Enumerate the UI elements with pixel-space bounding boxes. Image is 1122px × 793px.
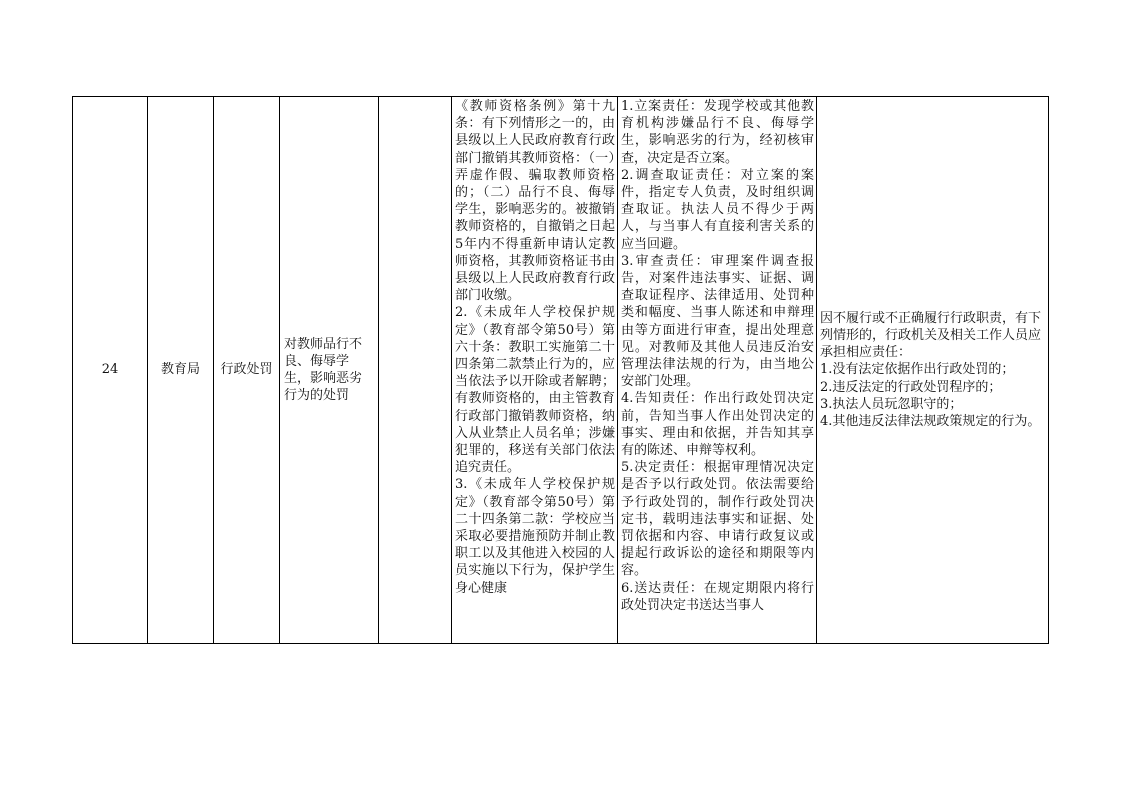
department-cell [148,97,214,643]
responsibility-text: 1.立案责任：发现学校或其他教育机构涉嫌品行不良、侮辱学生，影响恶劣的行为，经初核审查，决定是否立案。 2.调查取证责任：对立案的案件，指定专人负责，及时组织调查取证。执法人员不得少于两人，与当事人有直接利害关系的应当回避。 3.审查责任：审理案件调查报告，对案件违法事实、证据、调查取证程序、法律适用、处罚种类和幅度、当事人陈述和申辩理由等方面进行审查，提出处理意见。对教师及其他人员违反治安管理法律法规的行为，由当地公安部门处理。 4.告知责任：作出行政处罚决定前，告知当事人作出处罚决定的事实、理由和依据，并告知其享有的陈述、申辩等权利。 5.决定责任：根据审理情况决定是否予以行政处罚。依法需要给予行政处罚的，制作行政处罚决定书，载明违法事实和证据、处罚依据和内容、申请行政复议或提起行政诉讼的途径和期限等内容。 6.送达责任：在规定期限内将行政处罚决定书送达当事人 [621,99,814,613]
category-cell [214,97,280,643]
legal-basis-text: 《教师资格条例》第十九条：有下列情形之一的，由县级以上人民政府教育行政部门撤销其教师资格：（一）弄虚作假、骗取教师资格的；（二）品行不良、侮辱学生，影响恶劣的。被撤销教师资格的，自撤销之日起5年内不得重新申请认定教师资格，其教师资格证书由县级以上人民政府教育行政部门收缴。 2.《未成年人学校保护规定》（教育部令第50号）第六十条：教职工实施第二十四条第二款禁止行为的，应当依法予以开除或者解聘；有教师资格的，由主管教育行政部门撤销教师资格，纳入从业禁止人员名单；涉嫌犯罪的，移送有关部门依法追究责任。 3.《未成年人学校保护规定》（教育部令第50号）第二十四条第二款：学校应当采取必要措施预防并制止教职工以及其他进入校园的人员实施以下行为，保护学生身心健康 [455,99,615,596]
accountability-cell [817,97,1050,643]
legal-basis-cell [452,97,618,643]
number-cell [73,97,148,643]
power-item-name: 对教师品行不良、侮辱学生，影响恶劣行为的处罚 [284,336,363,404]
sub-item-cell [379,97,452,643]
department-name: 教育局 [160,362,200,378]
item-name-cell [280,97,379,643]
powers-table [72,96,1049,644]
row-number: 24 [101,362,119,378]
accountability-text: 因不履行或不正确履行行政职责，有下列情形的，行政机关及相关工作人员应承担相应责任： 1.没有法定依据作出行政处罚的； 2.违反法定的行政处罚程序的； 3.执法人员玩忽职守的； 4.其他违反法律法规政策规定的行为。 [820,310,1042,429]
power-category: 行政处罚 [220,362,273,378]
responsibility-cell [618,97,817,643]
